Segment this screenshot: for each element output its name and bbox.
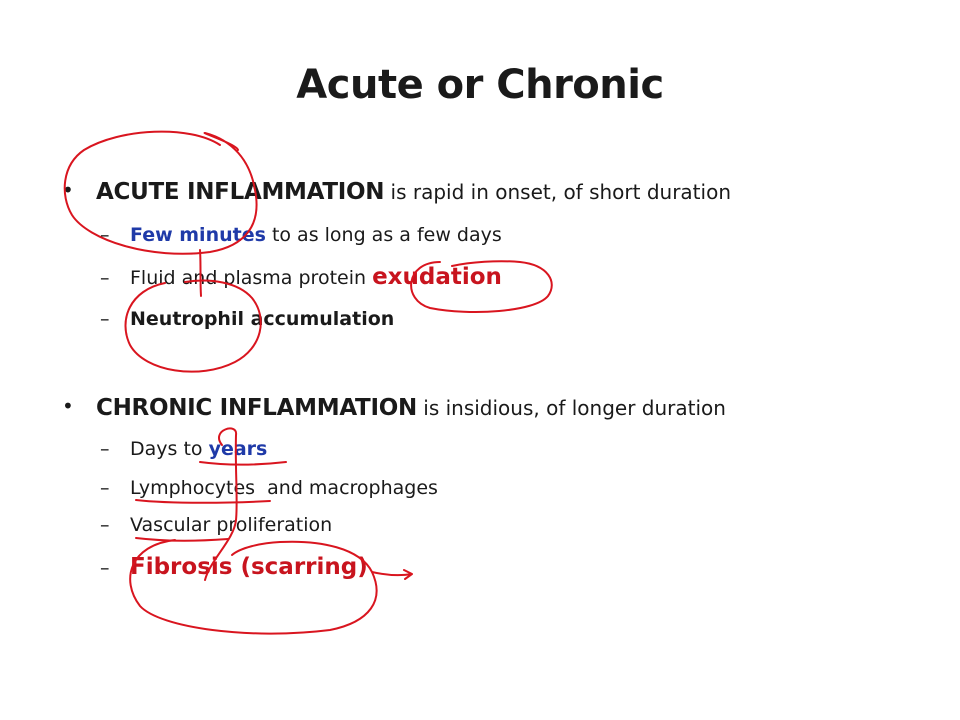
chronic-item-fibrosis: [100, 554, 368, 580]
neutrophil-text: Neutrophil accumulation: [130, 308, 395, 330]
dash: –: [100, 308, 110, 330]
chronic-description: is insidious, of longer duration: [416, 396, 726, 420]
dash: –: [100, 224, 110, 246]
acute-heading: ACUTE INFLAMMATION: [96, 179, 385, 205]
chronic-heading: CHRONIC INFLAMMATION: [96, 395, 417, 421]
fibrosis-arrow-annotation: [372, 570, 412, 579]
acute-bullet: [62, 178, 731, 205]
chronic-item-years: [100, 438, 268, 460]
dash: –: [100, 557, 110, 579]
acute-item-neutrophil: [100, 308, 395, 330]
slide-title: Acute or Chronic: [296, 62, 664, 108]
years-pre: Days to: [130, 438, 209, 460]
fibrosis-highlight: Fibrosis (scarring): [130, 554, 368, 580]
acute-item-exudation: [100, 264, 502, 290]
exudation-pre: Fluid and plasma protein: [130, 267, 373, 289]
dash: –: [100, 477, 110, 499]
acute-item-duration: [100, 224, 502, 246]
duration-rest: to as long as a few days: [265, 224, 502, 246]
bullet-dot: •: [62, 178, 74, 202]
few-minutes-highlight: Few minutes: [130, 224, 266, 246]
lymphocytes-text: Lymphocytes and macrophages: [130, 477, 438, 499]
lymphocytes-underline-annotation: [136, 500, 270, 503]
bullet-dot: •: [62, 394, 74, 418]
chronic-item-lymphocytes: [100, 477, 438, 499]
chronic-bullet: [62, 394, 726, 421]
acute-description: is rapid in onset, of short duration: [384, 180, 731, 204]
vascular-underline-annotation: [136, 538, 228, 541]
vascular-text: Vascular proliferation: [130, 514, 333, 536]
years-highlight: years: [208, 438, 268, 460]
dash: –: [100, 438, 110, 460]
years-underline-annotation: [200, 462, 286, 465]
exudation-highlight: exudation: [372, 264, 502, 290]
dash: –: [100, 267, 110, 289]
dash: –: [100, 514, 110, 536]
chronic-item-vascular: [100, 514, 333, 536]
